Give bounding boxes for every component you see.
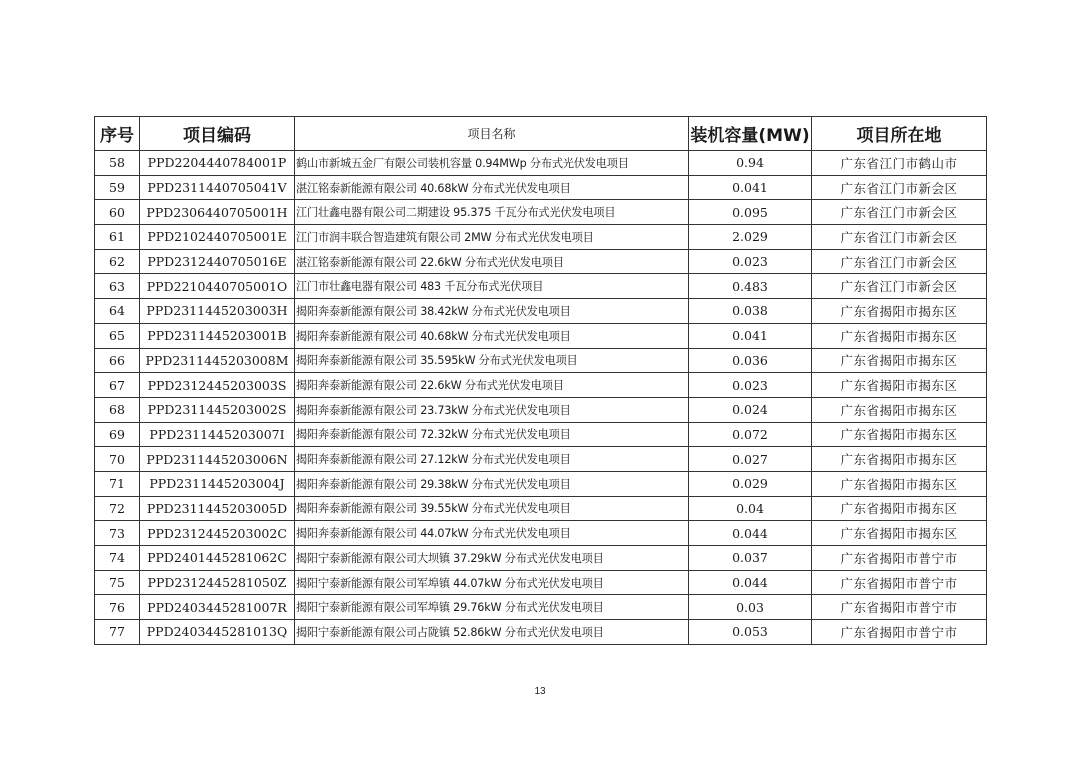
cell-capacity: 0.041 xyxy=(689,175,812,200)
table-row xyxy=(95,595,987,620)
cell-location: 广东省揭阳市普宁市 xyxy=(812,570,987,595)
cell-location: 广东省揭阳市揭东区 xyxy=(812,447,987,472)
cell-project-name: 揭阳奔泰新能源有限公司 29.38kW 分布式光伏发电项目 xyxy=(295,471,689,496)
table-row xyxy=(95,200,987,225)
cell-location: 广东省揭阳市揭东区 xyxy=(812,496,987,521)
cell-location: 广东省揭阳市揭东区 xyxy=(812,471,987,496)
table-row xyxy=(95,225,987,250)
cell-location: 广东省揭阳市揭东区 xyxy=(812,521,987,546)
header-name: 项目名称 xyxy=(295,117,689,151)
cell-capacity: 0.023 xyxy=(689,373,812,398)
cell-project-code: PPD2311445203006N xyxy=(140,447,295,472)
page-number: 13 xyxy=(534,686,546,697)
table-row xyxy=(95,175,987,200)
cell-capacity: 0.04 xyxy=(689,496,812,521)
cell-project-name: 揭阳奔泰新能源有限公司 27.12kW 分布式光伏发电项目 xyxy=(295,447,689,472)
cell-location: 广东省揭阳市揭东区 xyxy=(812,373,987,398)
cell-capacity: 2.029 xyxy=(689,225,812,250)
table-row xyxy=(95,249,987,274)
table-row xyxy=(95,274,987,299)
cell-project-name: 揭阳奔泰新能源有限公司 38.42kW 分布式光伏发电项目 xyxy=(295,299,689,324)
header-code: 项目编码 xyxy=(140,117,295,151)
cell-location: 广东省江门市新会区 xyxy=(812,200,987,225)
cell-seq: 70 xyxy=(95,447,140,472)
cell-seq: 73 xyxy=(95,521,140,546)
cell-location: 广东省江门市新会区 xyxy=(812,274,987,299)
cell-seq: 72 xyxy=(95,496,140,521)
cell-project-code: PPD2102440705001E xyxy=(140,225,295,250)
table-header-row xyxy=(95,117,987,151)
cell-capacity: 0.038 xyxy=(689,299,812,324)
cell-capacity: 0.072 xyxy=(689,422,812,447)
cell-project-code: PPD2311445203008M xyxy=(140,348,295,373)
cell-project-name: 湛江铭泰新能源有限公司 40.68kW 分布式光伏发电项目 xyxy=(295,175,689,200)
cell-project-code: PPD2403445281007R xyxy=(140,595,295,620)
cell-capacity: 0.027 xyxy=(689,447,812,472)
cell-project-code: PPD2312445203003S xyxy=(140,373,295,398)
cell-project-name: 揭阳奔泰新能源有限公司 23.73kW 分布式光伏发电项目 xyxy=(295,397,689,422)
cell-location: 广东省揭阳市揭东区 xyxy=(812,397,987,422)
cell-project-code: PPD2311445203003H xyxy=(140,299,295,324)
cell-project-code: PPD2204440784001P xyxy=(140,151,295,176)
table-row xyxy=(95,546,987,571)
cell-project-name: 揭阳奔泰新能源有限公司 40.68kW 分布式光伏发电项目 xyxy=(295,323,689,348)
cell-project-code: PPD2311440705041V xyxy=(140,175,295,200)
cell-project-name: 揭阳宁泰新能源有限公司占陇镇 52.86kW 分布式光伏发电项目 xyxy=(295,620,689,645)
cell-project-code: PPD2311445203004J xyxy=(140,471,295,496)
table-body xyxy=(95,151,987,645)
cell-project-name: 揭阳宁泰新能源有限公司大坝镇 37.29kW 分布式光伏发电项目 xyxy=(295,546,689,571)
cell-project-name: 揭阳奔泰新能源有限公司 39.55kW 分布式光伏发电项目 xyxy=(295,496,689,521)
cell-capacity: 0.029 xyxy=(689,471,812,496)
cell-seq: 64 xyxy=(95,299,140,324)
cell-project-code: PPD2210440705001O xyxy=(140,274,295,299)
cell-seq: 77 xyxy=(95,620,140,645)
header-seq: 序号 xyxy=(95,117,140,151)
cell-seq: 59 xyxy=(95,175,140,200)
cell-capacity: 0.037 xyxy=(689,546,812,571)
cell-capacity: 0.94 xyxy=(689,151,812,176)
cell-location: 广东省江门市新会区 xyxy=(812,249,987,274)
cell-seq: 66 xyxy=(95,348,140,373)
cell-seq: 67 xyxy=(95,373,140,398)
cell-location: 广东省揭阳市揭东区 xyxy=(812,348,987,373)
cell-location: 广东省揭阳市普宁市 xyxy=(812,595,987,620)
table-row xyxy=(95,422,987,447)
table-row xyxy=(95,299,987,324)
cell-project-code: PPD2311445203005D xyxy=(140,496,295,521)
cell-project-code: PPD2312445203002C xyxy=(140,521,295,546)
cell-capacity: 0.483 xyxy=(689,274,812,299)
cell-location: 广东省揭阳市普宁市 xyxy=(812,620,987,645)
cell-location: 广东省江门市鹤山市 xyxy=(812,151,987,176)
cell-seq: 62 xyxy=(95,249,140,274)
cell-project-name: 揭阳奔泰新能源有限公司 22.6kW 分布式光伏发电项目 xyxy=(295,373,689,398)
cell-project-code: PPD2401445281062C xyxy=(140,546,295,571)
cell-seq: 76 xyxy=(95,595,140,620)
table-row xyxy=(95,348,987,373)
header-location: 项目所在地 xyxy=(812,117,987,151)
cell-capacity: 0.024 xyxy=(689,397,812,422)
cell-capacity: 0.044 xyxy=(689,521,812,546)
cell-seq: 75 xyxy=(95,570,140,595)
project-table xyxy=(94,116,987,645)
table-row xyxy=(95,496,987,521)
cell-project-code: PPD2312445281050Z xyxy=(140,570,295,595)
cell-project-name: 揭阳奔泰新能源有限公司 35.595kW 分布式光伏发电项目 xyxy=(295,348,689,373)
cell-capacity: 0.053 xyxy=(689,620,812,645)
cell-project-name: 揭阳奔泰新能源有限公司 44.07kW 分布式光伏发电项目 xyxy=(295,521,689,546)
table-row xyxy=(95,373,987,398)
cell-location: 广东省揭阳市揭东区 xyxy=(812,422,987,447)
table-row xyxy=(95,151,987,176)
cell-seq: 63 xyxy=(95,274,140,299)
cell-seq: 74 xyxy=(95,546,140,571)
cell-project-name: 江门壮鑫电器有限公司二期建设 95.375 千瓦分布式光伏发电项目 xyxy=(295,200,689,225)
cell-location: 广东省江门市新会区 xyxy=(812,225,987,250)
cell-capacity: 0.044 xyxy=(689,570,812,595)
table-row xyxy=(95,521,987,546)
cell-project-code: PPD2403445281013Q xyxy=(140,620,295,645)
table-row xyxy=(95,570,987,595)
cell-capacity: 0.041 xyxy=(689,323,812,348)
cell-project-name: 揭阳奔泰新能源有限公司 72.32kW 分布式光伏发电项目 xyxy=(295,422,689,447)
cell-location: 广东省揭阳市揭东区 xyxy=(812,299,987,324)
cell-seq: 69 xyxy=(95,422,140,447)
cell-capacity: 0.023 xyxy=(689,249,812,274)
cell-capacity: 0.095 xyxy=(689,200,812,225)
cell-project-code: PPD2312440705016E xyxy=(140,249,295,274)
table-row xyxy=(95,447,987,472)
cell-seq: 71 xyxy=(95,471,140,496)
cell-project-name: 江门市壮鑫电器有限公司 483 千瓦分布式光伏项目 xyxy=(295,274,689,299)
cell-location: 广东省揭阳市普宁市 xyxy=(812,546,987,571)
cell-project-code: PPD2311445203001B xyxy=(140,323,295,348)
cell-location: 广东省揭阳市揭东区 xyxy=(812,323,987,348)
cell-project-name: 鹤山市新城五金厂有限公司装机容量 0.94MWp 分布式光伏发电项目 xyxy=(295,151,689,176)
table-row xyxy=(95,471,987,496)
cell-project-name: 揭阳宁泰新能源有限公司军埠镇 44.07kW 分布式光伏发电项目 xyxy=(295,570,689,595)
table-row xyxy=(95,620,987,645)
cell-seq: 58 xyxy=(95,151,140,176)
table-row xyxy=(95,323,987,348)
header-capacity: 装机容量(MW) xyxy=(689,117,812,151)
cell-seq: 61 xyxy=(95,225,140,250)
cell-seq: 68 xyxy=(95,397,140,422)
table-row xyxy=(95,397,987,422)
cell-project-name: 湛江铭泰新能源有限公司 22.6kW 分布式光伏发电项目 xyxy=(295,249,689,274)
cell-project-code: PPD2311445203007I xyxy=(140,422,295,447)
cell-capacity: 0.03 xyxy=(689,595,812,620)
cell-seq: 60 xyxy=(95,200,140,225)
cell-capacity: 0.036 xyxy=(689,348,812,373)
cell-project-code: PPD2311445203002S xyxy=(140,397,295,422)
cell-location: 广东省江门市新会区 xyxy=(812,175,987,200)
cell-project-code: PPD2306440705001H xyxy=(140,200,295,225)
cell-project-name: 揭阳宁泰新能源有限公司军埠镇 29.76kW 分布式光伏发电项目 xyxy=(295,595,689,620)
cell-project-name: 江门市润丰联合智造建筑有限公司 2MW 分布式光伏发电项目 xyxy=(295,225,689,250)
cell-seq: 65 xyxy=(95,323,140,348)
